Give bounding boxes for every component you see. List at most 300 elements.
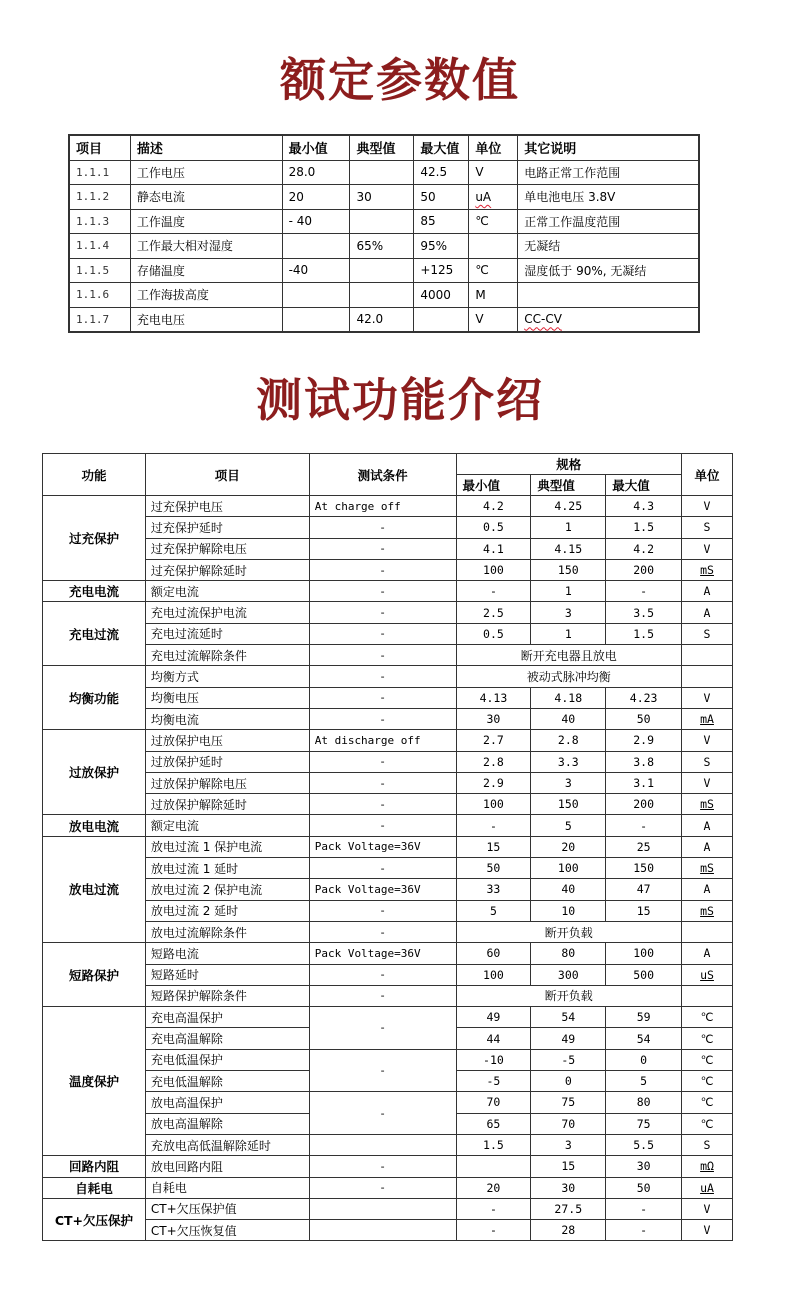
item-name: 充电低温解除 <box>145 1071 309 1092</box>
unit <box>682 1092 733 1113</box>
table-row <box>43 1198 733 1219</box>
unit-text: A <box>703 818 711 833</box>
unit <box>682 623 733 644</box>
unit <box>682 666 733 687</box>
item-name: 均衡方式 <box>145 666 309 687</box>
cell-text: - 40 <box>288 214 312 229</box>
item-name: 过充保护延时 <box>145 517 309 538</box>
note <box>518 307 699 332</box>
table-row <box>43 708 733 729</box>
item-name: 放电过流 2 延时 <box>145 900 309 921</box>
min-value: 33 <box>456 879 531 900</box>
max-value: 54 <box>606 1028 682 1049</box>
cell-text: 28.0 <box>288 165 316 180</box>
unit-text: S <box>703 1138 711 1153</box>
max-value <box>414 258 469 283</box>
cell-text: 42.5 <box>420 165 448 180</box>
test-condition: - <box>309 772 456 793</box>
typ-value: 150 <box>531 794 606 815</box>
typ-value: 0 <box>531 1071 606 1092</box>
unit-text: A <box>703 605 711 620</box>
max-value: 200 <box>606 794 682 815</box>
unit-text: ℃ <box>700 1031 714 1046</box>
min-value: 4.13 <box>456 687 531 708</box>
unit <box>682 1220 733 1241</box>
max-value: 3.5 <box>606 602 682 623</box>
cell-text: V <box>475 312 484 327</box>
unit <box>682 559 733 580</box>
test-condition: - <box>309 815 456 836</box>
cell-text: 工作最大相对湿度 <box>136 239 233 254</box>
cell-text: 65% <box>356 238 384 253</box>
min-value: 60 <box>456 943 531 964</box>
cell-text: 静态电流 <box>136 190 185 205</box>
min-value: 49 <box>456 1007 531 1028</box>
unit <box>682 517 733 538</box>
description <box>130 307 282 332</box>
cell-text: 工作温度 <box>136 214 185 229</box>
test-condition: - <box>309 602 456 623</box>
typ-value: 49 <box>531 1028 606 1049</box>
unit <box>682 538 733 559</box>
max-value: 150 <box>606 858 682 879</box>
unit <box>682 581 733 602</box>
typ-value: 27.5 <box>531 1198 606 1219</box>
min-value: - <box>456 1198 531 1219</box>
unit <box>682 645 733 666</box>
unit-text: ℃ <box>700 1095 714 1110</box>
table-row <box>43 1177 733 1198</box>
cell-text: 95% <box>420 238 448 253</box>
spec-description: 断开负载 <box>456 985 682 1006</box>
table-row <box>43 730 733 751</box>
spec-description: 断开负载 <box>456 921 682 942</box>
cell-text: 42.0 <box>356 312 384 327</box>
typ-value: 3.3 <box>531 751 606 772</box>
note <box>518 283 699 308</box>
header-cell: 其它说明 <box>518 136 699 161</box>
cell-text: 工作电压 <box>136 165 185 180</box>
max-value: 80 <box>606 1092 682 1113</box>
cell-text: +125 <box>420 263 454 278</box>
unit-text: A <box>703 946 711 961</box>
unit-text: uS <box>700 967 714 982</box>
min-value <box>282 209 350 234</box>
header-unit: 单位 <box>682 454 733 496</box>
unit-text: ℃ <box>700 1010 714 1025</box>
unit <box>682 921 733 942</box>
max-value: 50 <box>606 708 682 729</box>
cell-text: 1.1.6 <box>76 288 110 302</box>
max-value: 50 <box>606 1177 682 1198</box>
max-value <box>414 209 469 234</box>
table-row <box>43 858 733 879</box>
typ-value: 10 <box>531 900 606 921</box>
description <box>130 234 282 259</box>
unit <box>682 1134 733 1155</box>
typ-value: 40 <box>531 708 606 729</box>
unit-text: S <box>703 754 711 769</box>
min-value <box>282 307 350 332</box>
max-value: 30 <box>606 1156 682 1177</box>
item-name: 额定电流 <box>145 815 309 836</box>
cell-text: 1.1.5 <box>76 263 110 277</box>
cell-text: uA <box>475 189 492 204</box>
item-name: 过放保护解除电压 <box>145 772 309 793</box>
min-value: 15 <box>456 836 531 857</box>
header-cell: 最小值 <box>282 136 350 161</box>
min-value: 2.9 <box>456 772 531 793</box>
max-value: 100 <box>606 943 682 964</box>
cell-text: ℃ <box>475 263 489 278</box>
item-name: 放电过流 1 保护电流 <box>145 836 309 857</box>
note <box>518 209 699 234</box>
unit-text: V <box>703 690 711 705</box>
table-row <box>43 517 733 538</box>
unit-text: V <box>703 1223 711 1238</box>
test-condition: - <box>309 985 456 1006</box>
min-value: 30 <box>456 708 531 729</box>
max-value: - <box>606 1220 682 1241</box>
unit <box>682 1177 733 1198</box>
min-value: -10 <box>456 1049 531 1070</box>
unit <box>682 815 733 836</box>
table-row <box>43 559 733 580</box>
item-id <box>70 160 131 185</box>
item-name: 短路电流 <box>145 943 309 964</box>
table-row <box>43 943 733 964</box>
cell-text: 工作海拔高度 <box>136 288 209 303</box>
unit-text: ℃ <box>700 1052 714 1067</box>
table-row <box>43 1220 733 1241</box>
function-name: 短路保护 <box>43 943 146 1007</box>
max-value: 0 <box>606 1049 682 1070</box>
item-name: 放电过流 1 延时 <box>145 858 309 879</box>
max-value: 2.9 <box>606 730 682 751</box>
typ-value: 4.15 <box>531 538 606 559</box>
max-value: 5.5 <box>606 1134 682 1155</box>
typ-value <box>350 209 414 234</box>
min-value <box>282 258 350 283</box>
unit-text: mΩ <box>700 1159 714 1174</box>
min-value: 1.5 <box>456 1134 531 1155</box>
unit-text: V <box>703 733 711 748</box>
table-row <box>70 209 699 234</box>
item-id <box>70 209 131 234</box>
unit <box>469 234 518 259</box>
max-value: 4.2 <box>606 538 682 559</box>
rated-parameters-table <box>69 135 699 332</box>
table-row <box>70 258 699 283</box>
function-name: 充电过流 <box>43 602 146 666</box>
min-value: 0.5 <box>456 623 531 644</box>
test-condition <box>309 1198 456 1219</box>
unit-text: mS <box>700 563 714 578</box>
unit <box>469 209 518 234</box>
cell-text: 正常工作温度范围 <box>524 214 621 229</box>
unit <box>469 258 518 283</box>
max-value: 25 <box>606 836 682 857</box>
table-row <box>43 836 733 857</box>
cell-text: M <box>475 287 486 302</box>
table-row <box>43 538 733 559</box>
function-name: 回路内阻 <box>43 1156 146 1177</box>
typ-value: 100 <box>531 858 606 879</box>
min-value: 2.7 <box>456 730 531 751</box>
header-function: 功能 <box>43 454 146 496</box>
item-name: 过放保护解除延时 <box>145 794 309 815</box>
table-row <box>43 496 733 517</box>
typ-value: 20 <box>531 836 606 857</box>
item-name: 均衡电压 <box>145 687 309 708</box>
test-condition: - <box>309 964 456 985</box>
min-value: 5 <box>456 900 531 921</box>
item-name: 过充保护电压 <box>145 496 309 517</box>
item-name: 充电低温保护 <box>145 1049 309 1070</box>
unit-text: ℃ <box>700 1074 714 1089</box>
typ-value: 300 <box>531 964 606 985</box>
max-value: 75 <box>606 1113 682 1134</box>
min-value: 50 <box>456 858 531 879</box>
table-header-row <box>70 136 699 161</box>
typ-value <box>350 283 414 308</box>
item-name: 放电回路内阻 <box>145 1156 309 1177</box>
item-name: 放电过流 2 保护电流 <box>145 879 309 900</box>
max-value: - <box>606 1198 682 1219</box>
test-condition: - <box>309 794 456 815</box>
table-header-row <box>43 454 733 475</box>
description <box>130 160 282 185</box>
cell-text: 20 <box>288 189 304 204</box>
item-name: 放电高温保护 <box>145 1092 309 1113</box>
test-condition: - <box>309 1049 456 1092</box>
cell-text: V <box>475 165 484 180</box>
table-row <box>70 234 699 259</box>
cell-text: 存储温度 <box>136 263 185 278</box>
unit <box>682 1071 733 1092</box>
typ-value <box>350 307 414 332</box>
cell-text: 1.1.3 <box>76 214 110 228</box>
cell-text: -40 <box>288 263 309 278</box>
item-id <box>70 307 131 332</box>
test-condition: - <box>309 666 456 687</box>
unit <box>469 283 518 308</box>
typ-value: 1 <box>531 581 606 602</box>
test-condition: At discharge off <box>309 730 456 751</box>
item-name: 过放保护电压 <box>145 730 309 751</box>
typ-value: 2.8 <box>531 730 606 751</box>
table-row <box>43 1156 733 1177</box>
cell-text: 单电池电压 3.8V <box>524 190 616 205</box>
typ-value: 150 <box>531 559 606 580</box>
table-row <box>70 283 699 308</box>
cell-text: 50 <box>420 189 436 204</box>
item-name: 放电高温解除 <box>145 1113 309 1134</box>
typ-value: 5 <box>531 815 606 836</box>
test-functions-title: 测试功能介绍 <box>256 373 544 427</box>
unit-text: V <box>703 499 711 514</box>
typ-value: -5 <box>531 1049 606 1070</box>
header-cell: 最大值 <box>414 136 469 161</box>
item-name: 过充保护解除延时 <box>145 559 309 580</box>
unit-text: uA <box>700 1180 714 1195</box>
typ-value: 28 <box>531 1220 606 1241</box>
min-value: - <box>456 1220 531 1241</box>
max-value <box>414 283 469 308</box>
min-value <box>282 160 350 185</box>
item-name: 充电高温保护 <box>145 1007 309 1028</box>
unit <box>469 185 518 210</box>
function-name: CT+欠压保护 <box>43 1198 146 1241</box>
header-cell: 项目 <box>70 136 131 161</box>
max-value: - <box>606 815 682 836</box>
min-value: 100 <box>456 559 531 580</box>
test-condition <box>309 1220 456 1241</box>
typ-value: 80 <box>531 943 606 964</box>
min-value: 0.5 <box>456 517 531 538</box>
typ-value <box>350 160 414 185</box>
table-row <box>43 985 733 1006</box>
table-row <box>43 879 733 900</box>
min-value: - <box>456 815 531 836</box>
item-name: 充电高温解除 <box>145 1028 309 1049</box>
typ-value: 3 <box>531 602 606 623</box>
min-value: 100 <box>456 964 531 985</box>
unit <box>682 1156 733 1177</box>
test-condition: - <box>309 559 456 580</box>
unit-text: A <box>703 839 711 854</box>
unit <box>682 772 733 793</box>
note <box>518 185 699 210</box>
test-condition <box>309 1134 456 1155</box>
table-row <box>43 581 733 602</box>
unit-text: A <box>703 882 711 897</box>
max-value: 500 <box>606 964 682 985</box>
header-cell: 描述 <box>130 136 282 161</box>
table-row <box>43 1049 733 1070</box>
unit <box>682 1049 733 1070</box>
item-id <box>70 283 131 308</box>
unit <box>682 858 733 879</box>
item-name: 充电过流保护电流 <box>145 602 309 623</box>
unit-text: V <box>703 1201 711 1216</box>
item-name: 过充保护解除电压 <box>145 538 309 559</box>
table-row <box>43 772 733 793</box>
table-row <box>70 160 699 185</box>
unit <box>682 879 733 900</box>
max-value: 1.5 <box>606 623 682 644</box>
max-value <box>414 160 469 185</box>
function-name: 温度保护 <box>43 1007 146 1156</box>
test-condition: - <box>309 1092 456 1135</box>
unit <box>682 1007 733 1028</box>
min-value: 44 <box>456 1028 531 1049</box>
unit <box>682 1198 733 1219</box>
unit <box>469 160 518 185</box>
max-value: 4.3 <box>606 496 682 517</box>
item-name: 充放电高低温解除延时 <box>145 1134 309 1155</box>
typ-value: 30 <box>531 1177 606 1198</box>
min-value: 100 <box>456 794 531 815</box>
max-value: 5 <box>606 1071 682 1092</box>
unit <box>682 836 733 857</box>
table-row <box>70 185 699 210</box>
unit <box>469 307 518 332</box>
cell-text: 充电电压 <box>136 312 185 327</box>
cell-text: CC-CV <box>524 312 562 327</box>
test-condition: - <box>309 1156 456 1177</box>
max-value <box>414 234 469 259</box>
unit-text: S <box>703 520 711 535</box>
unit <box>682 496 733 517</box>
test-condition: - <box>309 858 456 879</box>
typ-value: 3 <box>531 772 606 793</box>
table-row <box>43 794 733 815</box>
typ-value: 40 <box>531 879 606 900</box>
typ-value <box>350 185 414 210</box>
unit <box>682 794 733 815</box>
table-row <box>43 921 733 942</box>
table-row <box>43 602 733 623</box>
typ-value: 1 <box>531 623 606 644</box>
min-value <box>282 234 350 259</box>
max-value: - <box>606 581 682 602</box>
cell-text: 4000 <box>420 287 451 302</box>
min-value: 2.8 <box>456 751 531 772</box>
test-condition: Pack Voltage=36V <box>309 943 456 964</box>
table-row <box>43 1092 733 1113</box>
max-value: 1.5 <box>606 517 682 538</box>
test-condition: - <box>309 538 456 559</box>
table-row <box>43 687 733 708</box>
typ-value: 3 <box>531 1134 606 1155</box>
unit <box>682 751 733 772</box>
cell-text: 1.1.2 <box>76 190 110 204</box>
item-name: 充电过流解除条件 <box>145 645 309 666</box>
unit-text: mS <box>700 797 714 812</box>
header-condition: 测试条件 <box>309 454 456 496</box>
typ-value: 54 <box>531 1007 606 1028</box>
cell-text: 1.1.4 <box>76 239 110 253</box>
unit-text: V <box>703 776 711 790</box>
note <box>518 234 699 259</box>
test-condition: At charge off <box>309 496 456 517</box>
min-value: - <box>456 581 531 602</box>
cell-text: 电路正常工作范围 <box>524 165 621 180</box>
spec-description: 断开充电器且放电 <box>456 645 682 666</box>
unit <box>682 687 733 708</box>
item-name: CT+欠压保护值 <box>145 1198 309 1219</box>
function-name: 充电电流 <box>43 581 146 602</box>
spec-description: 被动式脉冲均衡 <box>456 666 682 687</box>
test-condition: - <box>309 645 456 666</box>
min-value: 2.5 <box>456 602 531 623</box>
unit-text: mS <box>700 903 714 918</box>
table-row <box>43 623 733 644</box>
test-condition: Pack Voltage=36V <box>309 836 456 857</box>
cell-text: 85 <box>420 214 436 229</box>
min-value: -5 <box>456 1071 531 1092</box>
item-name: CT+欠压恢复值 <box>145 1220 309 1241</box>
unit-text: V <box>703 541 711 556</box>
test-condition: Pack Voltage=36V <box>309 879 456 900</box>
min-value: 65 <box>456 1113 531 1134</box>
cell-text: 30 <box>356 189 372 204</box>
test-condition: - <box>309 708 456 729</box>
min-value <box>456 1156 531 1177</box>
header-cell: 单位 <box>469 136 518 161</box>
typ-value <box>350 234 414 259</box>
